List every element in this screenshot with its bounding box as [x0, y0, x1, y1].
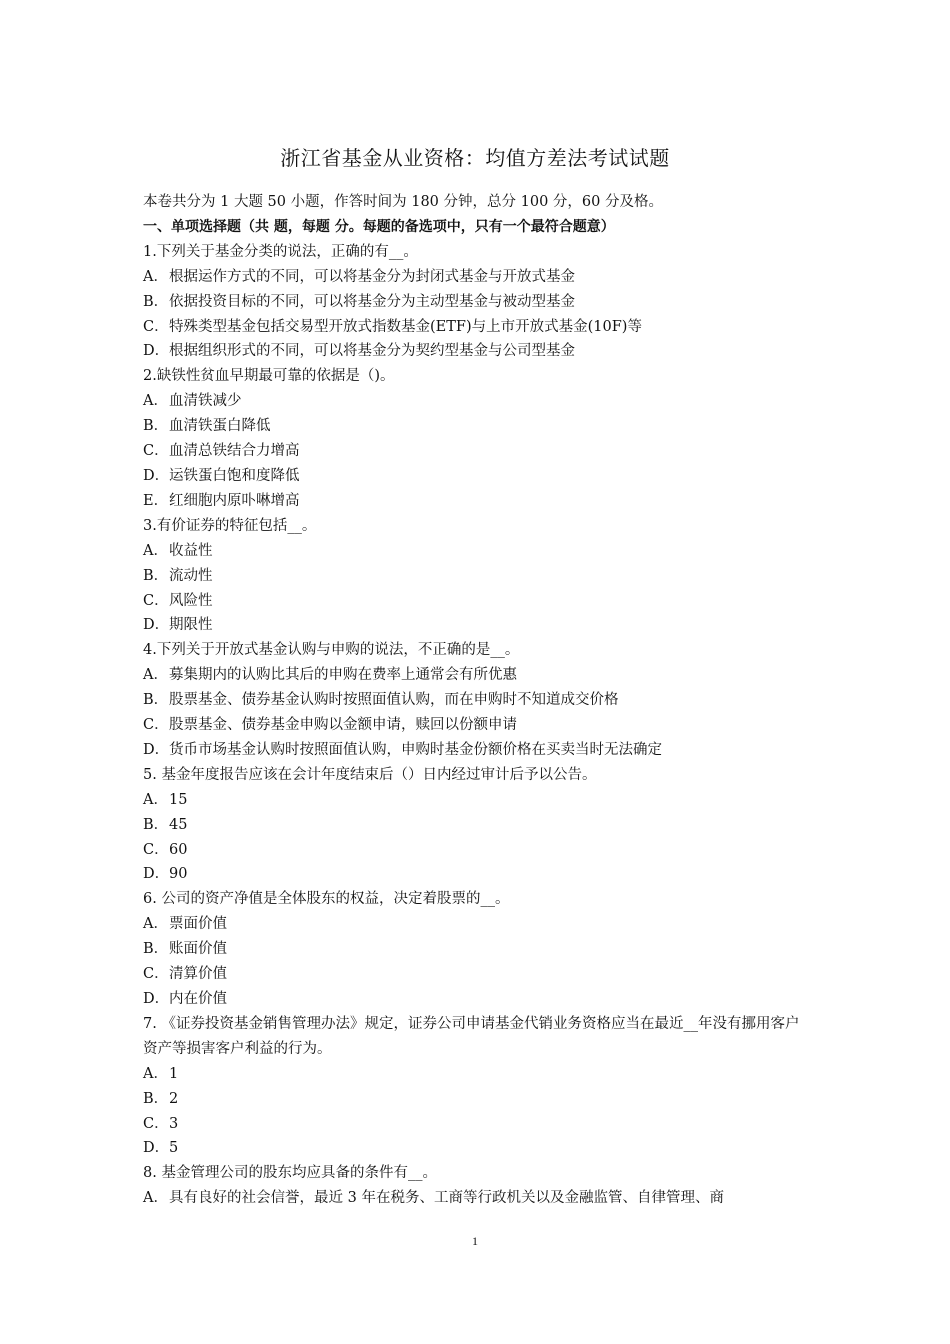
- question-block: [143, 240, 813, 365]
- option-text: 募集期内的认购比其后的申购在费率上通常会有所优惠: [169, 667, 517, 684]
- option-text: 5: [169, 1140, 179, 1157]
- option-text: 1: [169, 1065, 179, 1082]
- option-letter: A．: [143, 1190, 168, 1207]
- option-item: [143, 389, 813, 414]
- question-stem: 3.有价证券的特征包括__。: [143, 517, 317, 534]
- option-text: 账面价值: [169, 941, 227, 958]
- option-text: 血清铁减少: [169, 393, 242, 410]
- option-text: 红细胞内原卟啉增高: [169, 492, 300, 509]
- option-item: [143, 1112, 813, 1137]
- intro-text: 本卷共分为 1 大题 50 小题，作答时间为 180 分钟，总分 100 分，60 分及格。: [143, 194, 663, 210]
- document-title: 浙江省基金从业资格：均值方差法考试试题: [280, 146, 670, 170]
- option-item: [143, 813, 813, 838]
- option-text: 票面价值: [169, 916, 227, 933]
- option-text: 根据组织形式的不同，可以将基金分为契约型基金与公司型基金: [169, 343, 575, 360]
- option-item: [143, 1062, 813, 1087]
- question-block: [143, 763, 813, 888]
- option-letter: B．: [143, 692, 169, 709]
- option-letter: C．: [143, 318, 169, 335]
- option-text: 45: [169, 816, 188, 833]
- option-letter: A．: [143, 542, 168, 559]
- option-text: 股票基金、债券基金申购以金额申请，赎回以份额申请: [169, 717, 517, 734]
- option-letter: B．: [143, 567, 169, 584]
- question-block: [143, 1161, 813, 1211]
- option-text: 风险性: [169, 592, 213, 609]
- option-item: [143, 688, 813, 713]
- option-text: 流动性: [169, 567, 213, 584]
- option-letter: C．: [143, 717, 169, 734]
- option-text: 15: [169, 791, 188, 808]
- option-item: [143, 414, 813, 439]
- question-list: [143, 240, 813, 1211]
- option-letter: D．: [143, 991, 170, 1007]
- option-item: [143, 265, 813, 290]
- option-text: 股票基金、债券基金认购时按照面值认购，而在申购时不知道成交价格: [169, 692, 619, 709]
- option-letter: C．: [143, 841, 169, 858]
- option-text: 60: [169, 841, 188, 858]
- question-stem: 1.下列关于基金分类的说法，正确的有__。: [143, 243, 418, 260]
- question-stem: 8. 基金管理公司的股东均应具备的条件有__。: [143, 1165, 437, 1182]
- question-block: [143, 1012, 813, 1161]
- option-text: 具有良好的社会信誉，最近 3 年在税务、工商等行政机关以及金融监管、自律管理、商: [169, 1190, 724, 1207]
- page-number: 1: [472, 1234, 478, 1248]
- option-item: [143, 1087, 813, 1112]
- option-item: [143, 539, 813, 564]
- option-text: 血清铁蛋白降低: [169, 418, 271, 435]
- question-block: [143, 364, 813, 513]
- option-letter: A．: [143, 916, 168, 933]
- question-stem: 6. 公司的资产净值是全体股东的权益，决定着股票的__。: [143, 891, 510, 908]
- question-stem: 4.下列关于开放式基金认购与申购的说法，不正确的是__。: [143, 642, 520, 659]
- option-letter: D．: [143, 467, 170, 484]
- option-letter: A．: [143, 1065, 168, 1082]
- option-item: [143, 738, 813, 763]
- option-letter: B．: [143, 418, 169, 435]
- option-letter: A．: [143, 791, 168, 808]
- option-letter: C．: [143, 1115, 169, 1132]
- option-item: [143, 315, 813, 340]
- option-letter: B．: [143, 1090, 169, 1107]
- option-item: [143, 290, 813, 315]
- option-text: 收益性: [169, 542, 213, 559]
- option-item: [143, 464, 813, 489]
- option-item: [143, 788, 813, 813]
- option-item: [143, 339, 813, 364]
- option-text: 货币市场基金认购时按照面值认购，申购时基金份额价格在买卖当时无法确定: [169, 741, 662, 758]
- option-text: 2: [169, 1090, 179, 1107]
- section-heading: 一、单项选择题（共 题，每题 分。每题的备选项中，只有一个最符合题意）: [143, 218, 615, 235]
- question-block: [143, 638, 813, 763]
- question-stem: 7. 《证券投资基金销售管理办法》规定，证券公司申请基金代销业务资格应当在最近__年没有挪用客户资产等损害客户利益的行为。: [143, 1015, 800, 1057]
- option-item: [143, 613, 813, 638]
- option-item: [143, 862, 813, 887]
- option-text: 3: [169, 1115, 179, 1132]
- option-letter: C．: [143, 966, 169, 983]
- option-item: [143, 663, 813, 688]
- option-letter: C．: [143, 592, 169, 609]
- option-letter: B．: [143, 941, 169, 958]
- option-item: [143, 987, 813, 1012]
- option-letter: B．: [143, 293, 169, 310]
- option-item: [143, 589, 813, 614]
- option-letter: A．: [143, 393, 168, 410]
- option-letter: D．: [143, 1140, 170, 1157]
- option-item: [143, 1186, 813, 1211]
- question-stem: 2.缺铁性贫血早期最可靠的依据是（)。: [143, 368, 395, 385]
- option-item: [143, 838, 813, 863]
- option-letter: C．: [143, 443, 169, 460]
- option-item: [143, 962, 813, 987]
- option-item: [143, 937, 813, 962]
- option-letter: A．: [143, 268, 168, 285]
- option-letter: B．: [143, 816, 169, 833]
- option-letter: D．: [143, 617, 170, 634]
- question-stem: 5. 基金年度报告应该在会计年度结束后（）日内经过审计后予以公告。: [143, 766, 597, 783]
- option-letter: D．: [143, 741, 170, 758]
- option-item: [143, 564, 813, 589]
- question-block: [143, 514, 813, 639]
- option-text: 期限性: [169, 617, 213, 634]
- question-block: [143, 887, 813, 1012]
- option-text: 运铁蛋白饱和度降低: [169, 467, 300, 484]
- option-item: [143, 489, 813, 514]
- option-letter: D．: [143, 343, 170, 360]
- option-letter: A．: [143, 667, 168, 684]
- option-letter: E．: [143, 492, 169, 509]
- option-item: [143, 439, 813, 464]
- option-text: 根据运作方式的不同，可以将基金分为封闭式基金与开放式基金: [169, 268, 575, 285]
- option-text: 依据投资目标的不同，可以将基金分为主动型基金与被动型基金: [169, 293, 575, 310]
- option-item: [143, 912, 813, 937]
- option-letter: D．: [143, 866, 170, 883]
- option-text: 血清总铁结合力增高: [169, 443, 300, 460]
- option-item: [143, 713, 813, 738]
- option-item: [143, 1136, 813, 1161]
- option-text: 内在价值: [169, 991, 227, 1007]
- document-body: [143, 190, 813, 1211]
- option-text: 清算价值: [169, 966, 227, 983]
- option-text: 90: [169, 866, 188, 883]
- option-text: 特殊类型基金包括交易型开放式指数基金(ETF)与上市开放式基金(10F)等: [169, 318, 642, 335]
